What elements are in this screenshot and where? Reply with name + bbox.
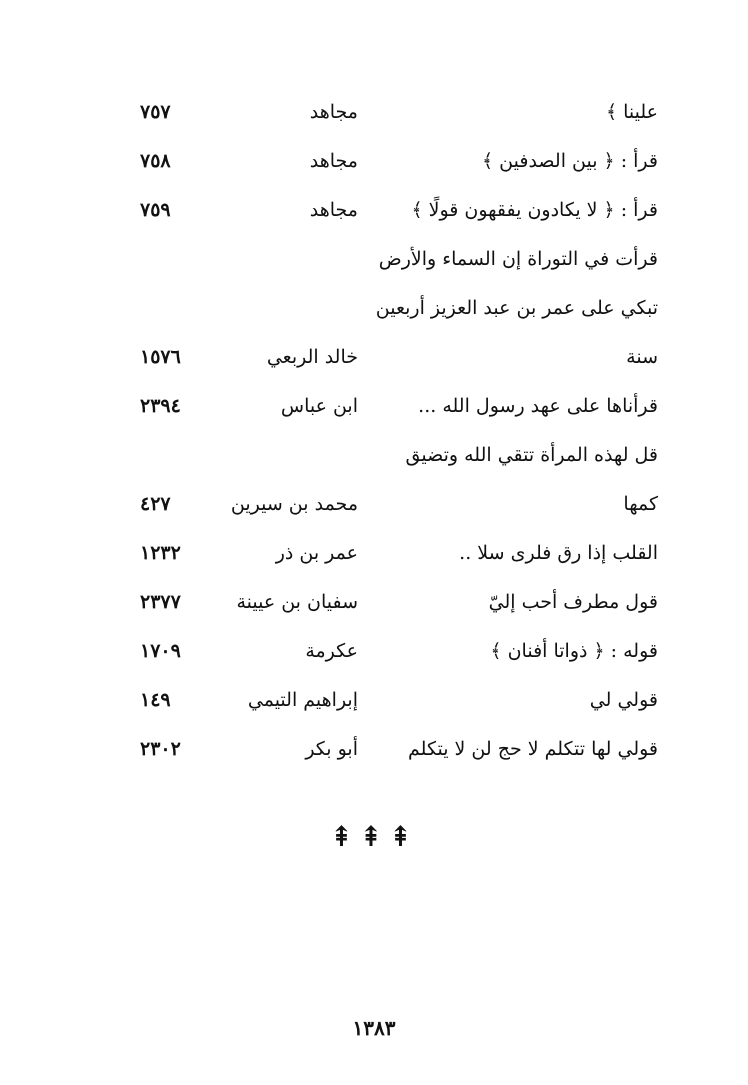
entry-text: قرأناها على عهد رسول الله ... xyxy=(418,395,658,417)
entry-text: قرأت في التوراة إن السماء والأرض xyxy=(378,248,658,270)
index-row xyxy=(0,633,748,669)
index-row xyxy=(0,192,748,228)
index-row xyxy=(0,535,748,571)
entry-number: ٧٥٩ xyxy=(140,199,171,221)
entry-narrator: سفيان بن عيينة xyxy=(236,591,358,613)
entry-narrator: أبو بكر xyxy=(305,738,358,760)
entry-text: تبكي على عمر بن عبد العزيز أربعين xyxy=(375,297,658,319)
entry-number: ٤٢٧ xyxy=(140,493,171,515)
entry-narrator: مجاهد xyxy=(309,199,358,221)
entry-narrator: محمد بن سيرين xyxy=(230,493,358,515)
entry-number: ٢٣٩٤ xyxy=(140,395,181,417)
index-row xyxy=(0,94,748,130)
entry-number: ٢٣٠٢ xyxy=(140,738,181,760)
entry-number: ٧٥٧ xyxy=(140,101,171,123)
entry-text: قوله : ﴿ ذواتا أفنان ﴾ xyxy=(490,640,658,662)
index-row xyxy=(0,241,748,277)
entry-text: قرأ : ﴿ لا يكادون يفقهون قولًا ﴾ xyxy=(411,199,658,221)
entry-narrator: عمر بن ذر xyxy=(275,542,358,564)
entry-text: القلب إذا رق فلرى سلا .. xyxy=(459,542,658,564)
entry-number: ٢٣٧٧ xyxy=(140,591,181,613)
entry-text: قرأ : ﴿ بين الصدفين ﴾ xyxy=(482,150,658,172)
index-row xyxy=(0,584,748,620)
entry-narrator: عكرمة xyxy=(305,640,358,662)
entry-narrator: ابن عباس xyxy=(280,395,358,417)
entry-text: قول مطرف أحب إليّ xyxy=(488,591,658,613)
entry-number: ٧٥٨ xyxy=(140,150,171,172)
index-row xyxy=(0,339,748,375)
entry-narrator: خالد الربعي xyxy=(266,346,358,368)
entry-text: سنة xyxy=(626,346,658,368)
entry-number: ١٤٩ xyxy=(140,689,171,711)
entry-number: ١٥٧٦ xyxy=(140,346,181,368)
page-number: ١٣٨٣ xyxy=(352,1016,396,1040)
entry-narrator: مجاهد xyxy=(309,150,358,172)
index-row xyxy=(0,290,748,326)
end-ornament: ⇞⇞⇞ xyxy=(329,820,419,853)
entry-text: قولي لي xyxy=(589,689,658,711)
index-row xyxy=(0,143,748,179)
entry-number: ١٧٠٩ xyxy=(140,640,181,662)
index-row xyxy=(0,388,748,424)
entry-narrator: إبراهيم التيمي xyxy=(247,689,358,711)
entry-text: قل لهذه المرأة تتقي الله وتضيق xyxy=(405,444,658,466)
entry-text: قولي لها تتكلم لا حج لن لا يتكلم xyxy=(408,738,658,760)
index-row xyxy=(0,437,748,473)
entry-text: كمها xyxy=(623,493,658,515)
entry-narrator: مجاهد xyxy=(309,101,358,123)
index-row xyxy=(0,486,748,522)
index-row xyxy=(0,682,748,718)
entry-number: ١٢٣٢ xyxy=(140,542,181,564)
entry-text: علينا ﴾ xyxy=(605,101,658,123)
index-row xyxy=(0,731,748,767)
